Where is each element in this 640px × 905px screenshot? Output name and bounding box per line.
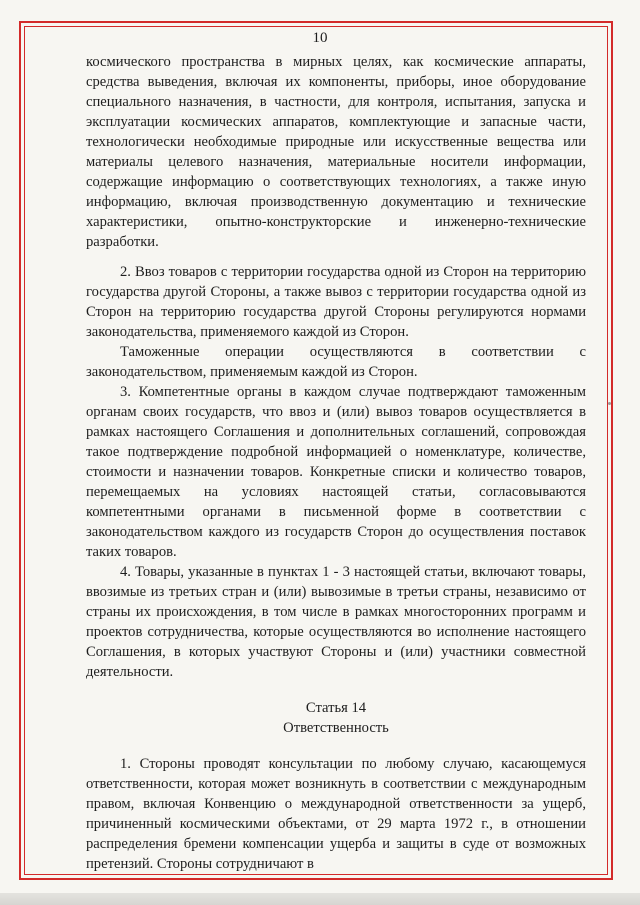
scan-speck (608, 402, 611, 405)
paragraph-3: 3. Компетентные органы в каждом случае подтверждают таможенным органам своих государств, что ввоз и (или) вывоз товаров осуществляется в рамках настоящего Соглашения и дополнительных соглашений, сопровождая такое подтверждение подробной информацией о номенклатуре, количестве, стоимости и назначении товаров. Конкретные списки и количество товаров, перемещаемых на условиях настоящей статьи, согласовываются компетентными органами в письменной форме в соответствии с законодательством каждого из государств Сторон до осуществления поставок таких товаров. (86, 384, 586, 560)
page-number: 10 (312, 30, 328, 46)
paragraph-4: 4. Товары, указанные в пунктах 1 - 3 настоящей статьи, включают товары, ввозимые из третьих стран и (или) вывозимые в третьи страны, независимо от страны их происхождения, в том числе в рамках многосторонних программ и проектов сотрудничества, которые осуществляются во исполнение настоящего Соглашения, в которых участвуют Стороны и (или) участники совместной деятельности. (86, 564, 586, 680)
article-number: Статья 14 (305, 700, 367, 716)
document-body (86, 52, 586, 874)
paragraph-continuation: космического пространства в мирных целях, как космические аппараты, средства выведения, включая их компоненты, приборы, иное оборудование специального назначения, в частности, для контроля, испытания, запуска и эксплуатации космических аппаратов, комплектующие и запасные части, технологически необходимые природные или искусственные вещества или материалы целевого назначения, материальные носители информации, содержащие информацию о соответствующих технологиях, а также иную информацию, включая производственную документацию и технические характеристики, опытно-конструкторские и инженерно-технические разработки. (86, 54, 586, 250)
article-title: Ответственность (283, 720, 389, 736)
paragraph-customs: Таможенные операции осуществляются в соответствии с законодательством, применяемым каждой из Сторон. (86, 344, 586, 380)
paragraph-2: 2. Ввоз товаров с территории государства одной из Сторон на территорию государства другой Стороны, а также вывоз с территории государства одной из Сторон на территорию государства другой Стороны регулируются нормами законодательства, применяемого каждой из Сторон. (86, 264, 586, 340)
article-paragraph-1: 1. Стороны проводят консультации по любому случаю, касающемуся ответственности, которая может возникнуть в соответствии с международным правом, включая Конвенцию о международной ответственности за ущерб, причиненный космическими объектами, от 29 марта 1972 г., в отношении распределения бремени компенсации ущерба и защиты в суде от возможных претензий. Стороны сотрудничают в (86, 756, 586, 872)
scan-edge (0, 893, 640, 905)
